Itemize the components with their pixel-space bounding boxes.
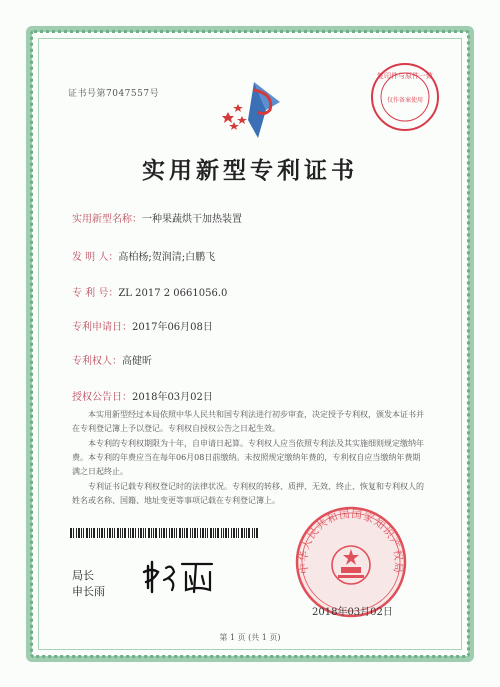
stamp-subtext: 仅作备案使用 [386, 97, 424, 104]
field-grant-date [72, 388, 213, 403]
field-inventor [72, 248, 215, 263]
seal-date: 2018年03月02日 [312, 607, 393, 618]
field-holder [72, 352, 152, 367]
field-inventor-label: 发 明 人： [72, 252, 119, 263]
field-patent-value: ZL 2017 2 0661056.0 [118, 288, 228, 299]
field-filing-label: 专利申请日： [72, 322, 132, 333]
field-patent-number [72, 284, 227, 299]
body-paragraph-3: 专利证书记载专利权登记时的法律状况。专利权的转移、质押、无效、终止、恢复和专利权人的姓名或名称、国籍、地址变更等事项记载在专利登记簿上。 [72, 482, 424, 505]
barcode [70, 528, 260, 538]
page-number: 第 1 页 (共 1 页) [219, 633, 281, 642]
signature-role: 局长 [72, 569, 94, 582]
signature-name: 申长雨 [72, 585, 105, 598]
page-title: 实用新型专利证书 [142, 157, 358, 184]
body-paragraph-2: 本专利的专利权期限为十年，自申请日起算。专利权人应当依照专利法及其实施细则规定缴纳年费。本专利的年费应当在每年06月08日前缴纳。未按照规定缴纳年费的，专利权自应当缴纳年费期满之日起终止。 [72, 439, 424, 476]
signature-block [72, 568, 105, 600]
field-filing-date [72, 318, 213, 333]
field-filing-value: 2017年06月08日 [132, 322, 213, 333]
patent-office-logo-icon [220, 80, 286, 142]
field-name-value: 一种果蔬烘干加热装置 [142, 214, 242, 225]
field-name-label: 实用新型名称： [72, 214, 142, 225]
field-grant-value: 2018年03月02日 [132, 392, 213, 403]
official-seal [294, 505, 408, 619]
field-inventor-value: 高柏杨;贺润清;白鹏飞 [118, 252, 216, 263]
body-paragraph-1: 本实用新型经过本局依照中华人民共和国专利法进行初步审查，决定授予专利权，颁发本证书并在专利登记簿上予以登记。专利权自授权公告之日起生效。 [72, 410, 424, 433]
certificate-number: 证书号第7047557号 [68, 89, 160, 99]
stamp-text: 复印件与原件一致 [377, 72, 433, 80]
field-holder-label: 专利权人： [72, 356, 122, 367]
copy-stamp [368, 60, 442, 134]
certificate-body [72, 408, 426, 509]
field-name [72, 210, 242, 225]
field-holder-value: 高健昕 [122, 356, 152, 367]
handwritten-signature [140, 552, 220, 598]
field-grant-label: 授权公告日： [72, 392, 132, 403]
field-patent-label: 专 利 号： [72, 288, 119, 299]
seal-org-text: 中华人民共和国国家知识产权局 [297, 508, 405, 575]
